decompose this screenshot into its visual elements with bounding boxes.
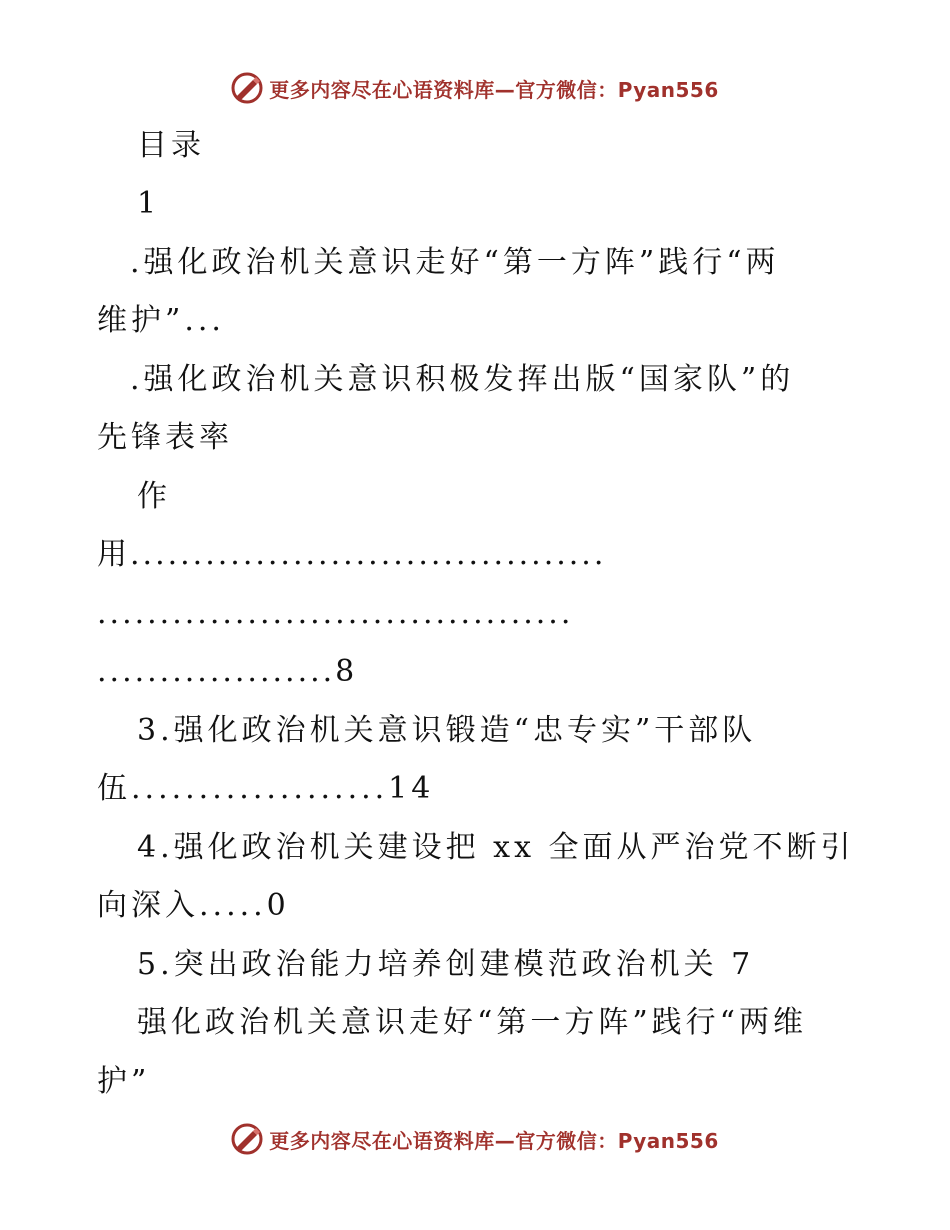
body-line: 强化政治机关意识走好“第一方阵”践行“两维: [137, 1005, 808, 1040]
toc-line: 伍...................14: [97, 771, 435, 806]
toc-line: 先锋表率: [97, 420, 233, 455]
toc-line: 作: [137, 479, 171, 514]
watermark-text: 更多内容尽在心语资料库—官方微信：Pyan556: [269, 1128, 719, 1153]
toc-line: 5.突出政治能力培养创建模范政治机关 7: [137, 947, 755, 982]
toc-line: 1: [137, 186, 161, 221]
header-watermark-banner: [0, 72, 950, 104]
toc-line: 维护”...: [97, 303, 225, 338]
toc-line: ......................................: [97, 596, 574, 631]
toc-line: 用......................................: [97, 537, 607, 572]
body-line: 护”: [97, 1064, 151, 1099]
footer-watermark-banner: [0, 1123, 950, 1155]
toc-line: .强化政治机关意识积极发挥出版“国家队”的: [130, 362, 795, 397]
toc-line: 4.强化政治机关建设把 xx 全面从严治党不断引: [137, 830, 855, 865]
toc-line: .强化政治机关意识走好“第一方阵”践行“两: [130, 245, 780, 280]
watermark-text: 更多内容尽在心语资料库—官方微信：Pyan556: [269, 77, 719, 102]
toc-line: 3.强化政治机关意识锻造“忠专实”干部队: [137, 713, 757, 748]
toc-line: ...................8: [97, 654, 358, 689]
pen-logo-icon: [231, 1123, 263, 1155]
toc-heading: 目录: [137, 128, 205, 163]
toc-line: 向深入.....0: [97, 888, 290, 923]
pen-logo-icon: [231, 72, 263, 104]
